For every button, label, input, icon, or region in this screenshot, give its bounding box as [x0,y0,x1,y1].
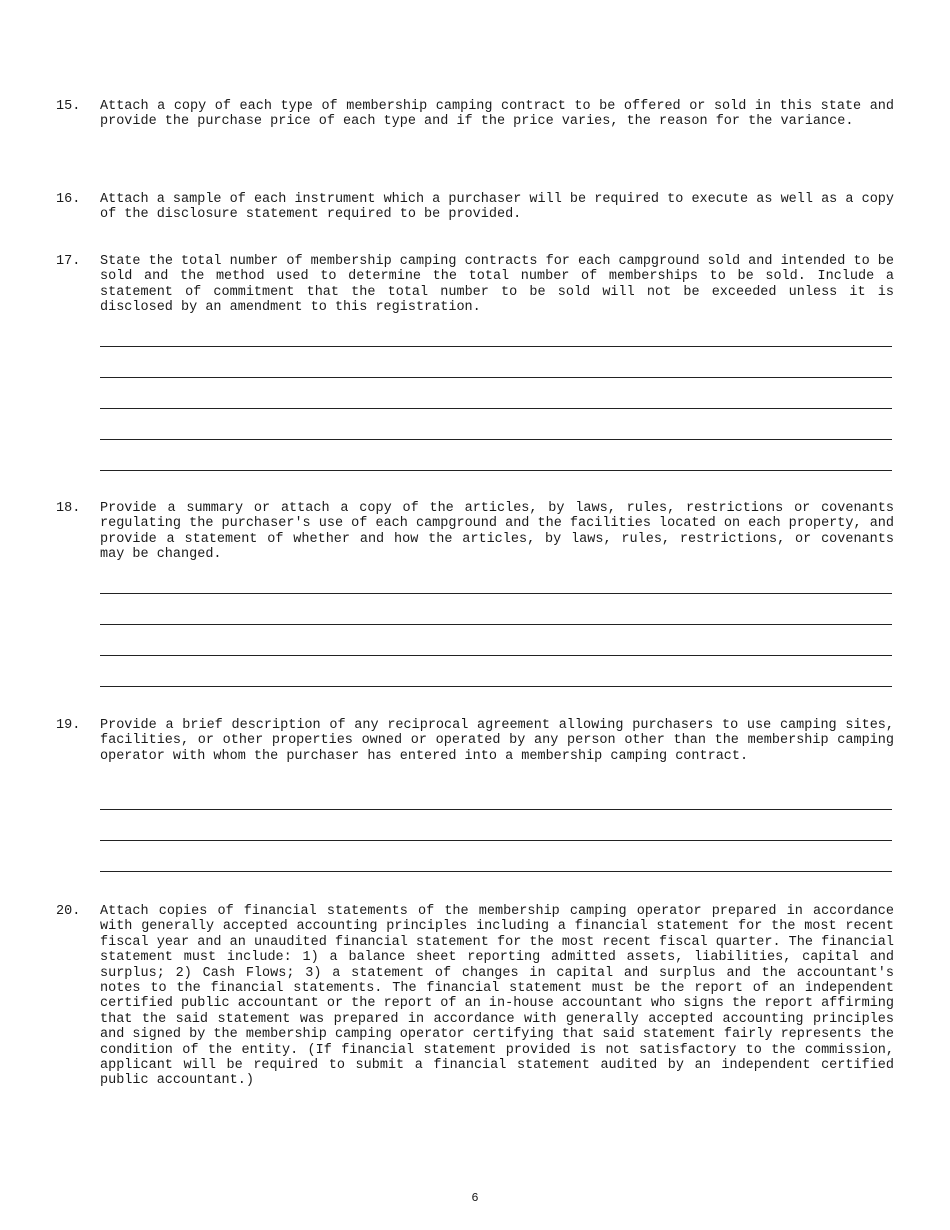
answer-line[interactable] [100,809,892,810]
question-text: State the total number of membership camping contracts for each campground sold and intended to be sold and the method used to determine the total number of memberships to be sold. Include a statement of commitment that the total number to be sold will not be exceeded unless it is disclosed by an amendment to this registration. [100,254,894,316]
question-text: Provide a summary or attach a copy of the articles, by laws, rules, restrictions or covenants regulating the purchaser's use of each campground and the facilities located on each property, and provide a statement of whether and how the articles, by laws, rules, restrictions, or covenants may be changed. [100,501,894,563]
answer-line[interactable] [100,377,892,378]
answer-line[interactable] [100,840,892,841]
question-18 [56,501,894,563]
question-text: Attach copies of financial statements of the membership camping operator prepared in accordance with generally accepted accounting principles including a financial statement for the most recent fiscal year and an unaudited financial statement for the most recent fiscal quarter. The financial statement must include: 1) a balance sheet reporting admitted assets, liabilities, capital and surplus; 2) Cash Flows; 3) a statement of changes in capital and surplus and the accountant's notes to the financial statements. The financial statement must be the report of an independent certified public accountant or the report of an in-house accountant who signs the report affirming that the said statement was prepared in accordance with generally accepted accounting principles and signed by the membership camping operator certifying that said statement fairly represents the condition of the entity. (If financial statement provided is not satisfactory to the commission, applicant will be required to submit a financial statement audited by an independent certified public accountant.) [100,904,894,1089]
question-number: 16. [56,192,81,207]
answer-line[interactable] [100,624,892,625]
answer-line[interactable] [100,655,892,656]
answer-line[interactable] [100,408,892,409]
answer-line[interactable] [100,686,892,687]
question-number: 19. [56,718,81,733]
answer-line[interactable] [100,871,892,872]
question-number: 18. [56,501,81,516]
answer-line[interactable] [100,593,892,594]
question-text: Attach a sample of each instrument which a purchaser will be required to execute as well as a copy of the disclosure statement required to be provided. [100,192,894,223]
question-number: 20. [56,904,81,919]
question-number: 17. [56,254,81,269]
answer-line[interactable] [100,470,892,471]
question-20 [56,904,894,1089]
question-text: Provide a brief description of any reciprocal agreement allowing purchasers to use camping sites, facilities, or other properties owned or operated by any person other than the membership camping operator with whom the purchaser has entered into a membership camping contract. [100,718,894,764]
page-number: 6 [471,1191,479,1205]
question-17 [56,254,894,316]
answer-line[interactable] [100,346,892,347]
question-number: 15. [56,99,81,114]
answer-line[interactable] [100,439,892,440]
question-16 [56,192,894,223]
question-15 [56,99,894,130]
question-19 [56,718,894,764]
question-text: Attach a copy of each type of membership camping contract to be offered or sold in this state and provide the purchase price of each type and if the price varies, the reason for the variance. [100,99,894,130]
